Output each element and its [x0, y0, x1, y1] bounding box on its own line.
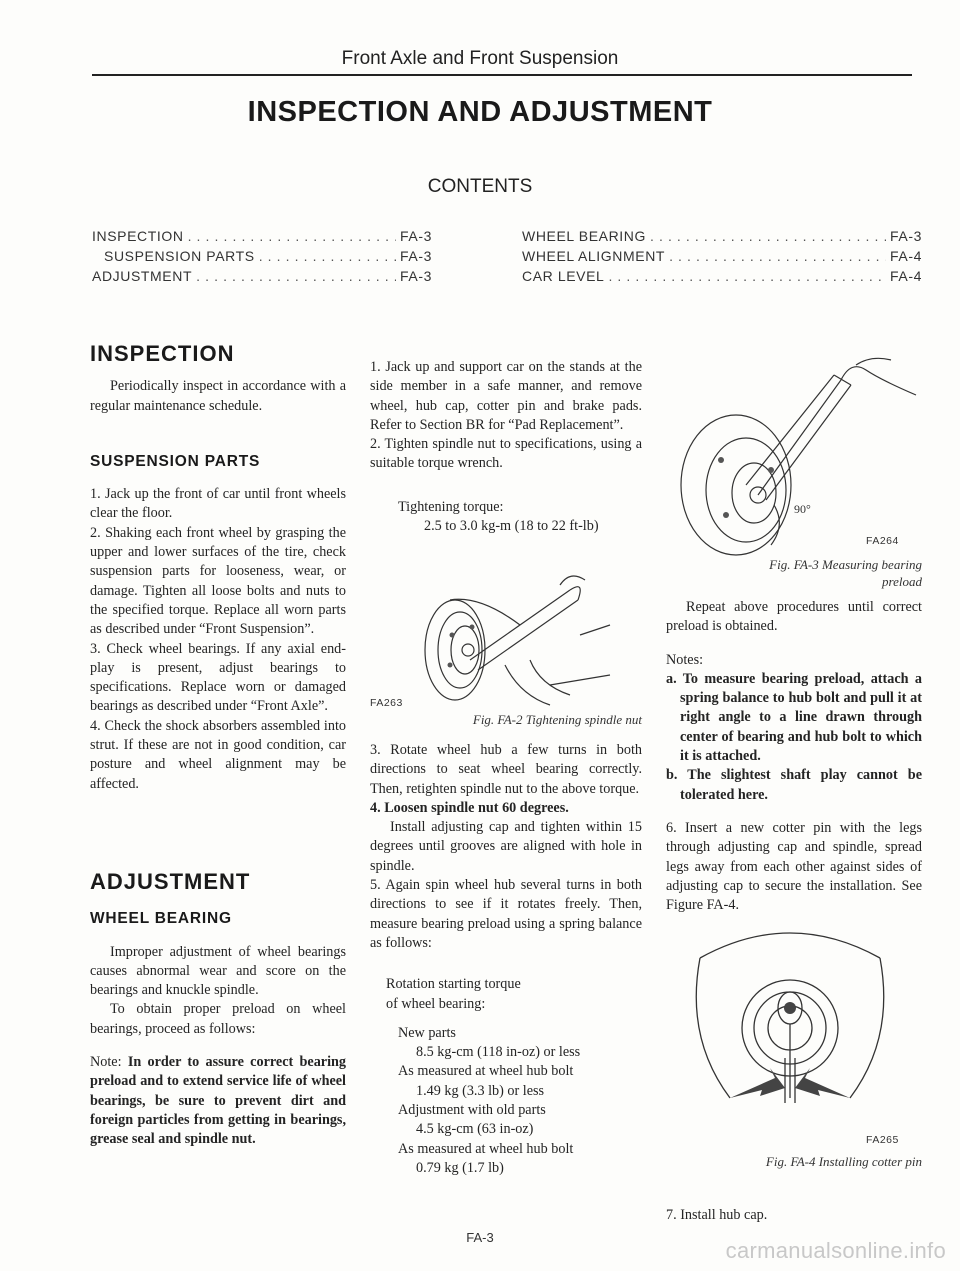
torque-spec: [398, 498, 642, 537]
suspension-step: 3. Check wheel bearings. If any axial end-play is present, adjust bearings to specifications. Replace worn or damaged bearings as described under “Front Axle”.: [90, 640, 346, 715]
procedure-step: 5. Again spin wheel hub several turns in both directions to see if it rotates freely. Then, measure bearing preload using a spring balance as follows:: [370, 877, 642, 951]
toc-entry[interactable]: [522, 268, 922, 288]
caption-line: preload: [882, 574, 922, 589]
torque-value: 2.5 to 3.0 kg-m (18 to 22 ft-lb): [424, 518, 599, 535]
procedure-step: 1. Jack up and support car on the stands at the side member in a safe manner, and remove wheel, hub cap, cotter pin and brake pads. Refer to Section BR for “Pad Replacement”.: [370, 359, 642, 433]
section-heading-inspection: INSPECTION: [90, 341, 235, 366]
figure-code: FA265: [866, 1134, 899, 1146]
inspection-paragraph: Periodically inspect in accordance with a regular maintenance schedule.: [90, 378, 346, 414]
page-number: FA-3: [466, 1230, 494, 1245]
spec-line: 8.5 kg-cm (118 in-oz) or less: [416, 1044, 581, 1061]
toc-entry[interactable]: [92, 228, 432, 248]
toc-label: WHEEL BEARING: [522, 228, 646, 244]
section-heading-adjustment: ADJUSTMENT: [90, 868, 251, 894]
procedure-step-bold: 4. Loosen spindle nut 60 degrees.: [370, 799, 569, 816]
toc-entry[interactable]: [92, 268, 432, 288]
rotation-torque-spec: [386, 975, 642, 1014]
figure-caption: Fig. FA-4 Installing cotter pin: [765, 1154, 922, 1169]
wheel-bearing-paragraph: To obtain proper preload on wheel bearings, proceed as follows:: [90, 1001, 346, 1037]
toc-page: FA-4: [890, 268, 922, 284]
toc-label: ADJUSTMENT: [92, 268, 193, 284]
note-label: Note:: [90, 1054, 122, 1071]
suspension-step: 1. Jack up the front of car until front wheels clear the floor.: [90, 486, 346, 522]
note-text: In order to assure correct bearing preload and to extend service life of wheel bearings, be sure to prevent dirt and foreign particles from getting in bearings, grease seal and spindle nut.: [90, 1054, 347, 1148]
toc-label: INSPECTION: [92, 228, 184, 244]
figure-code: FA264: [866, 535, 899, 547]
toc-entry[interactable]: [522, 248, 922, 268]
procedure-step: 3. Rotate wheel hub a few turns in both directions to seat wheel bearing correctly. Then, retighten spindle nut to the above torque.: [370, 742, 642, 797]
toc-entry[interactable]: [522, 228, 922, 248]
spec-label: Rotation starting torque: [386, 976, 521, 993]
suspension-step: 2. Shaking each front wheel by grasping the upper and lower surfaces of the tire, check suspension parts for looseness, wear, or damage. Tighten all loose bolts and nuts to the specified torque. Replace all worn parts as described under “Front Suspension”.: [90, 524, 346, 638]
subheading-wheel-bearing: WHEEL BEARING: [90, 910, 232, 928]
toc-leader: [188, 228, 396, 244]
column-left: [90, 341, 347, 1150]
suspension-step: 4. Check the shock absorbers assembled into strut. If these are not in good condition, car posture and wheel alignment may be affected.: [90, 717, 346, 792]
watermark: carmanualsonline.info: [725, 1238, 946, 1263]
figure-caption: Fig. FA-2 Tightening spindle nut: [472, 712, 642, 727]
toc-page: FA-3: [890, 228, 922, 244]
toc-page: FA-3: [400, 248, 432, 264]
procedure-step: 2. Tighten spindle nut to specifications, using a suitable torque wrench.: [370, 436, 642, 472]
figure-tightening-spindle-nut: [410, 565, 640, 715]
subheading-suspension-parts: SUSPENSION PARTS: [90, 452, 261, 470]
figure-caption: [666, 556, 922, 590]
page-title: INSPECTION AND ADJUSTMENT: [247, 96, 713, 128]
toc-page: FA-3: [400, 228, 432, 244]
spec-line: New parts: [398, 1024, 456, 1041]
figure-measuring-bearing-preload: [666, 355, 926, 560]
spec-line: 1.49 kg (3.3 lb) or less: [416, 1082, 545, 1099]
note-item: b. The slightest shaft play cannot be tolerated here.: [666, 767, 922, 803]
toc-label: SUSPENSION PARTS: [104, 248, 255, 264]
column-right: [666, 598, 922, 915]
toc-page: FA-3: [400, 268, 432, 284]
running-header: Front Axle and Front Suspension: [341, 48, 619, 69]
procedure-step: Install adjusting cap and tighten within 15 degrees until grooves are aligned with hole in spindle.: [370, 819, 642, 874]
toc-label: WHEEL ALIGNMENT: [522, 248, 666, 264]
spec-line: Adjustment with old parts: [398, 1102, 546, 1119]
note-item: a. To measure bearing preload, attach a spring balance to hub bolt and pull it at right angle to a line drawn through center of bearing and hub bolt to which it is attached.: [666, 670, 922, 765]
wheel-bearing-paragraph: Improper adjustment of wheel bearings causes abnormal wear and score on the bearings and knuckle spindle.: [90, 943, 346, 999]
contents-title: CONTENTS: [427, 176, 533, 197]
procedure-step: 6. Insert a new cotter pin with the legs through adjusting cap and spindle, spread legs away from each other against sides of adjusting cap to secure the installation. See Figure FA-4.: [666, 819, 922, 914]
spec-line: As measured at wheel hub bolt: [398, 1140, 574, 1157]
spec-label: of wheel bearing:: [386, 995, 486, 1012]
toc-leader: [669, 248, 886, 264]
procedure-step: 7. Install hub cap.: [666, 1207, 768, 1223]
toc-leader: [196, 268, 396, 284]
toc-leader: [259, 248, 396, 264]
spec-line: 0.79 kg (1.7 lb): [416, 1159, 504, 1176]
header-rule: [92, 74, 912, 76]
spec-line: As measured at wheel hub bolt: [398, 1063, 574, 1080]
toc-page: FA-4: [890, 248, 922, 264]
angle-label: 90°: [794, 502, 811, 516]
toc-label: CAR LEVEL: [522, 268, 605, 284]
caption-line: Fig. FA-3 Measuring bearing: [769, 557, 922, 572]
column-middle-continued: [370, 741, 642, 1178]
spec-list: [398, 1024, 642, 1178]
repeat-paragraph: Repeat above procedures until correct preload is obtained.: [666, 599, 922, 635]
figure-installing-cotter-pin: [690, 918, 890, 1143]
torque-label: Tightening torque:: [398, 498, 504, 515]
toc-entry[interactable]: [104, 248, 432, 268]
toc-leader: [650, 228, 886, 244]
figure-code: FA263: [370, 697, 403, 709]
bearing-note: [90, 1053, 346, 1149]
toc-leader: [608, 268, 886, 284]
column-middle: [370, 358, 642, 536]
spec-line: 4.5 kg-cm (63 in-oz): [416, 1121, 534, 1138]
notes-label: Notes:: [666, 651, 704, 668]
